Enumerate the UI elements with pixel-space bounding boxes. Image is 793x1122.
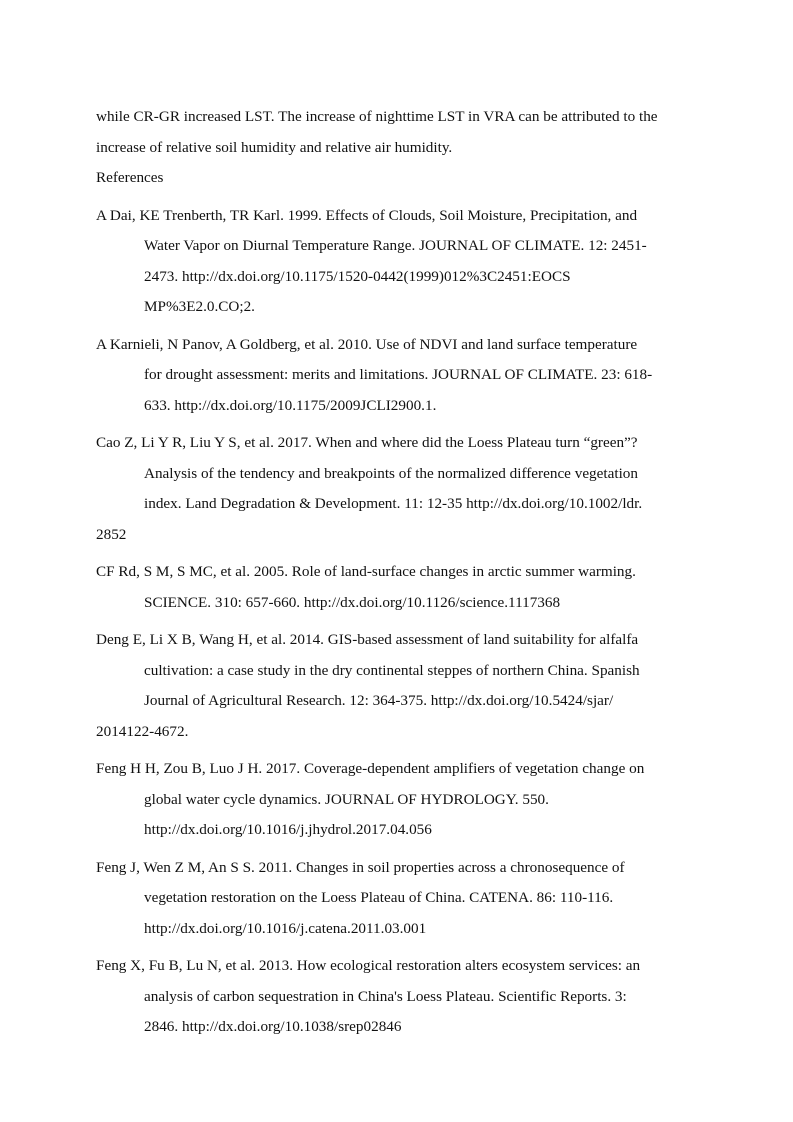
intro-line: while CR-GR increased LST. The increase of nighttime LST in VRA can be attributed to the — [96, 108, 658, 125]
reference-line: http://dx.doi.org/10.1016/j.jhydrol.2017.04.056 — [144, 821, 432, 838]
reference-line: cultivation: a case study in the dry continental steppes of northern China. Spanish — [144, 661, 640, 679]
reference-line: SCIENCE. 310: 657-660. http://dx.doi.org/10.1126/science.1117368 — [144, 593, 561, 611]
reference-entry — [96, 853, 696, 945]
references-heading: References — [96, 169, 164, 186]
reference-entry — [96, 557, 696, 618]
reference-line: A Karnieli, N Panov, A Goldberg, et al. 2010. Use of NDVI and land surface temperature — [96, 335, 638, 353]
reference-line-overflow: 2852 — [96, 525, 127, 543]
reference-line-overflow: 2014122-4672. — [96, 722, 189, 740]
intro-paragraph — [96, 102, 696, 163]
reference-line: Analysis of the tendency and breakpoints of the normalized difference vegetation — [144, 464, 638, 482]
reference-entry — [96, 625, 696, 747]
reference-line: CF Rd, S M, S MC, et al. 2005. Role of land-surface changes in arctic summer warming. — [96, 563, 636, 580]
reference-line: 2473. http://dx.doi.org/10.1175/1520-0442(1999)012%3C2451:EOCS — [144, 267, 571, 285]
reference-line: for drought assessment: merits and limitations. JOURNAL OF CLIMATE. 23: 618- — [144, 366, 653, 383]
reference-line: global water cycle dynamics. JOURNAL OF HYDROLOGY. 550. — [144, 790, 549, 808]
reference-line: vegetation restoration on the Loess Plateau of China. CATENA. 86: 110-116. — [144, 889, 614, 906]
reference-entry — [96, 330, 696, 422]
reference-line: http://dx.doi.org/10.1016/j.catena.2011.03.001 — [144, 919, 427, 937]
reference-line: Feng X, Fu B, Lu N, et al. 2013. How ecological restoration alters ecosystem services: an — [96, 957, 641, 974]
intro-line: increase of relative soil humidity and relative air humidity. — [96, 138, 453, 156]
reference-line: Feng J, Wen Z M, An S S. 2011. Changes in soil properties across a chronosequence of — [96, 858, 625, 876]
reference-entry — [96, 951, 696, 1043]
reference-line: Cao Z, Li Y R, Liu Y S, et al. 2017. When and where did the Loess Plateau turn “green”? — [96, 434, 638, 451]
reference-line: Water Vapor on Diurnal Temperature Range. JOURNAL OF CLIMATE. 12: 2451- — [144, 237, 647, 254]
reference-line: Deng E, Li X B, Wang H, et al. 2014. GIS-based assessment of land suitability for alfalfa — [96, 631, 639, 648]
reference-line: 2846. http://dx.doi.org/10.1038/srep02846 — [144, 1018, 402, 1035]
reference-line: Feng H H, Zou B, Luo J H. 2017. Coverage-dependent amplifiers of vegetation change on — [96, 760, 645, 777]
reference-line: MP%3E2.0.CO;2. — [144, 298, 255, 315]
reference-entry — [96, 428, 696, 550]
page-content — [96, 102, 696, 1043]
reference-line: A Dai, KE Trenberth, TR Karl. 1999. Effects of Clouds, Soil Moisture, Precipitation, and — [96, 206, 638, 224]
reference-entry — [96, 754, 696, 846]
reference-line: 633. http://dx.doi.org/10.1175/2009JCLI2900.1. — [144, 396, 437, 414]
reference-line: analysis of carbon sequestration in China's Loess Plateau. Scientific Reports. 3: — [144, 987, 627, 1005]
reference-line: Journal of Agricultural Research. 12: 364-375. http://dx.doi.org/10.5424/sjar/ — [144, 692, 614, 709]
reference-line: index. Land Degradation & Development. 11: 12-35 http://dx.doi.org/10.1002/ldr. — [144, 495, 643, 512]
references-list — [96, 201, 696, 1043]
reference-entry — [96, 201, 696, 323]
